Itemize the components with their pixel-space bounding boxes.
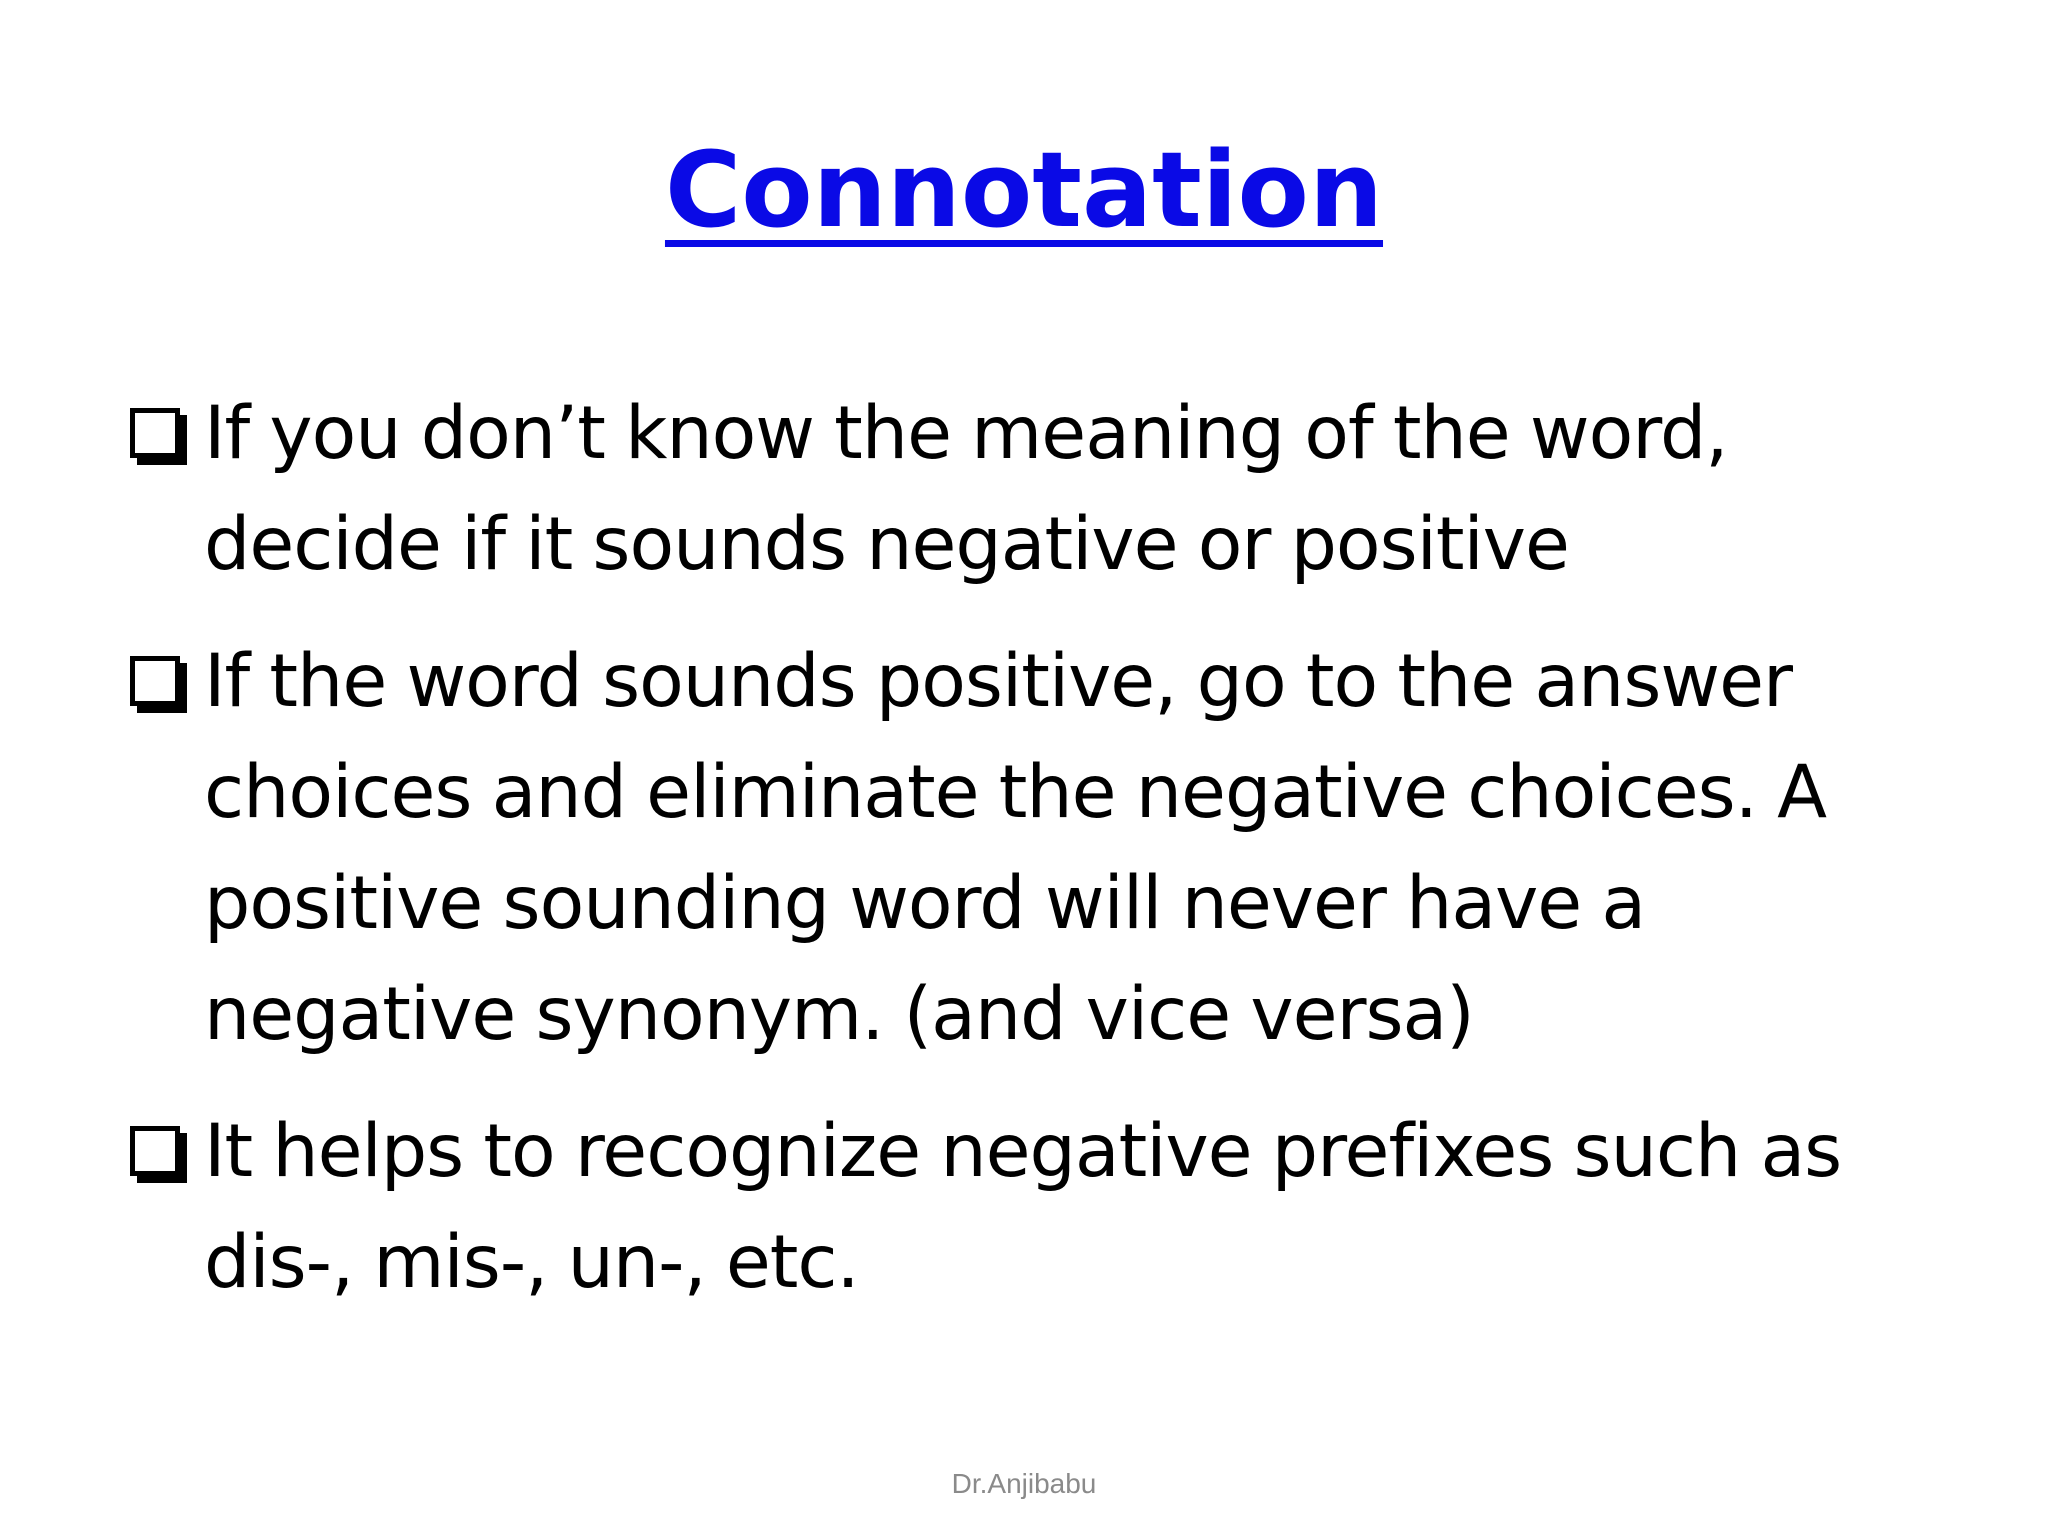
bullet-text: It helps to recognize negative prefixes such as dis-, mis-, un-, etc.: [204, 1109, 1842, 1305]
bullet-item: [128, 378, 1948, 600]
bullet-item: [128, 1096, 1948, 1318]
checkbox-icon: [130, 1126, 180, 1176]
bullet-text: If the word sounds positive, go to the answer choices and eliminate the negative choices. A positive sounding word will never have a negative synonym. (and vice versa): [204, 639, 1827, 1057]
bullet-text: If you don’t know the meaning of the word, decide if it sounds negative or positive: [204, 391, 1728, 587]
bullet-item: [128, 626, 1948, 1070]
checkbox-icon: [130, 408, 180, 458]
slide-title: Connotation: [664, 129, 1384, 251]
checkbox-icon: [130, 656, 180, 706]
footer-author: Dr.Anjibabu: [951, 1468, 1097, 1499]
bullet-list: [128, 378, 1948, 1344]
